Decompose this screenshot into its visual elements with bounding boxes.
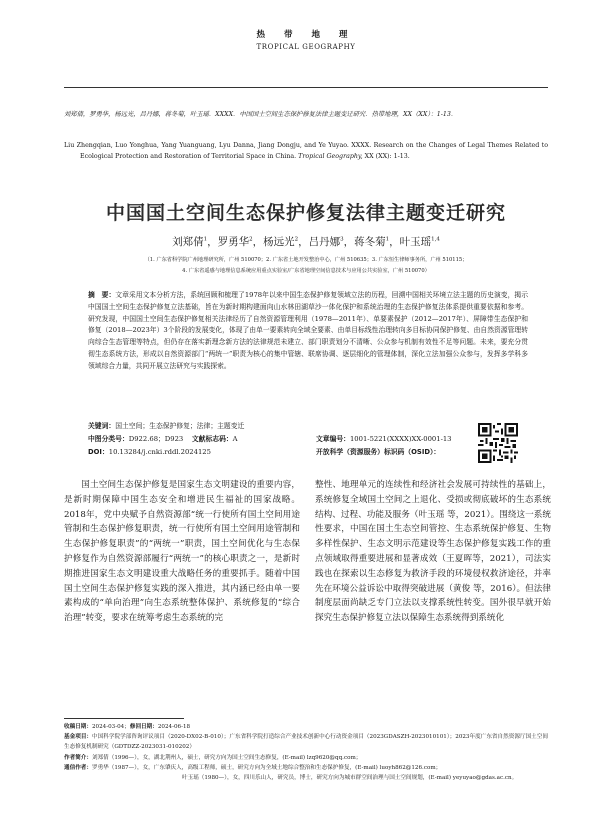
clc-row — [88, 433, 318, 445]
paper-title: 中国国土空间生态保护修复法律主题变迁研究 — [105, 202, 506, 224]
abstract-text: 文章采用文本分析方法，系统回顾和梳理了1978年以来中国生态保护修复领域立法的历程，回溯中国相关环境立法主题的历史演变，揭示中国国土空间生态保护修复立法基础，旨在为新时期构建面向山水林田湖草沙一体化保护和系统治理的生态保护修复法体系提供重要依据和参考。研究发现，中国国土空间生态保护修复相关法律经历了自然资源管理利用（1978—2011年）、单要素保护（2012—2017年）、屏障带生态保护和修复（2018—2023年）3个阶段的发展变化，体现了由单一要素转向全域全要素、由单目标线性治理转向多目标协同保护修复、由自然资源管理转向综合生态管理等特点，但仍存在落实新理念新方法的法律规范未建立、部门职责划分不清晰、公众参与机制有效性不足等问题。未来，要充分贯彻生态系统方法，形成以自然资源部门“两统一”职责为核心的集中管辖、联席协调、逐层细化的管理体制，深化立法加强公众参与，发挥多学科多领域综合力量，共同开展立法研究与实践探索。 — [88, 291, 529, 370]
author-name: 刘郑倩 — [172, 236, 204, 248]
article-number-value: 1001-5221(XXXX)XX-0001-13 — [349, 435, 452, 443]
fund-label: 基金项目： — [64, 734, 93, 741]
keywords-text: 国土空间；生态保护修复；法律；主题变迁 — [115, 422, 245, 430]
author-sup: 2 — [249, 236, 253, 243]
author-list: 刘郑倩$^1$，罗勇华$^2$，杨远光$^2$，吕丹娜$^3$，蒋冬菊$^1$，叶玉瑶$^{1,4}$ — [172, 236, 440, 248]
corresponding-author — [64, 763, 548, 773]
affiliation-line-1: （1. 广东省科学院广州地理研究所，广州 510070；2. 广东省土地开发整治中心，广州 510635；3. 广东恒生律师事务所，广州 510115； — [144, 257, 468, 263]
journal-name-en: TROPICAL GEOGRAPHY — [256, 43, 356, 51]
header-rule — [64, 87, 548, 88]
doi-row — [88, 446, 318, 458]
author-sup: 1,4 — [431, 236, 440, 243]
author-info — [64, 753, 548, 763]
doc-code-label: 文献标志码： — [191, 435, 233, 443]
author-sup: 1 — [385, 236, 390, 243]
doi-value: 10.13284/j.cnki.rddl.2024125 — [108, 448, 211, 456]
keywords — [88, 420, 468, 432]
citation-en — [64, 141, 548, 162]
author-name: 吕丹娜 — [308, 236, 341, 248]
corresponding-text-1: 罗勇华（1987—），女，广东肇庆人，高级工程师，硕士，研究方向为全域土地综合整治和生态保护修复，(E-mail) luoyh862@126.com； — [91, 764, 442, 771]
affiliation-line-2: 4. 广东省遥感与地理信息系统应用重点实验室/广东省地理空间信息技术与应用公共实验室，广州 510070） — [182, 268, 430, 274]
article-number-row — [316, 433, 476, 445]
clc-label: 中图分类号： — [88, 435, 129, 443]
corresponding-author-2: 叶玉瑶（1980—），女，四川乐山人，研究员，博士，研究方向为城市群空间治理与国土空间规划，(E-mail) yeyuyao@gdas.ac.cn。 — [182, 775, 518, 782]
author-name: 蒋冬菊 — [354, 236, 386, 248]
body-paragraph: 整性、地理单元的连续性和经济社会发展可持续性的基础上，系统修复全域国土空间之上退化、受损或彻底破坏的生态系统结构、过程、功能及服务（叶玉瑶 等，2021）。围绕这一系统性要求，中国在国土生态空间管控、生态系统保护修复、生物多样性保护、生态文明示范建设等生态保护修复实践工作的重点领域取得重要进展和显著成效（王夏晖等，2021），司法实践也在探索以生态修复为救济手段的环境侵权救济途径，并率先在环境公益诉讼中取得突破进展（黄俊 等，2016）。但法律制度层面尚缺乏专门立法以支撑系统性转变。国外很早就开始探究生态保护修复立法以保障生态系统得到系统化 — [315, 480, 551, 624]
body-column-left — [64, 478, 300, 626]
doc-code-value: A — [232, 435, 238, 443]
journal-name-cn: 热 带 地 理 — [256, 30, 356, 40]
author-name: 叶玉瑶 — [399, 236, 432, 248]
osid-qr-code-icon — [478, 423, 518, 463]
corresponding-label: 通信作者： — [64, 764, 92, 771]
keywords-label: 关键词： — [88, 422, 116, 430]
journal-header — [0, 28, 612, 51]
received-label: 收稿日期： — [64, 724, 92, 730]
abstract-label: 摘 要： — [88, 291, 116, 299]
clc-value: D922.68；D923 — [128, 435, 184, 443]
citation-en-text — [64, 141, 548, 162]
osid-label: 开放科学（资源服务）标识码（OSID）： — [316, 448, 441, 456]
doi-label: DOI： — [88, 448, 109, 456]
citation-cn-text: 刘郑倩，罗勇华，杨远光，吕丹娜，蒋冬菊，叶玉瑶．XXXX．中国国土空间生态保护修复法律主题变迁研究．热带地理，XX（XX）：1-13． — [64, 111, 458, 118]
citation-en-journal: Tropical Geography, — [298, 152, 363, 160]
author-name: 杨远光 — [263, 236, 295, 248]
revised-date: 2024-06-18 — [157, 724, 191, 730]
author-sup: 1 — [203, 236, 208, 243]
body-paragraph: 国土空间生态保护修复是国家生态文明建设的重要内容，是新时期保障中国生态安全和增进民生福祉的国家战略。2018年，党中央赋予自然资源部“统一行使所有国土空间用途管制和生态保护修复职责，统一行使所有国土空间用途管制和生态保护修复职责”的“两统一”职责，国土空间优化与生态保护修复作为自然资源部履行“两统一”的核心职责之一，是新时期推进国家生态文明建设重大战略任务的重要抓手。随着中国国土空间生态保护修复实践的深入推进，其内涵已经由单一要素构成的“单向治理”向生态系统整体保护、系统修复的“综合治理”转变，要求在统筹考虑生态系统的完 — [64, 480, 300, 624]
citation-en-suffix: XX (XX): 1-13. — [364, 152, 410, 160]
author-sup: 2 — [294, 236, 299, 243]
body-column-right — [315, 478, 551, 626]
author-info-label: 作者简介： — [64, 754, 92, 761]
received-dates — [64, 722, 548, 732]
footnote-rule — [64, 718, 184, 719]
footnotes — [64, 722, 548, 783]
osid-row — [316, 446, 476, 458]
author-sup: 3 — [340, 236, 344, 243]
fund-info — [64, 732, 548, 752]
citation-cn — [64, 110, 548, 121]
abstract — [88, 290, 528, 373]
received-date: 2024-03-04； — [91, 724, 130, 730]
revised-label: 修回日期： — [129, 724, 158, 730]
author-name: 罗勇华 — [217, 236, 250, 248]
citation-en-prefix: Liu Zhengqian, Luo Yonghua, Yang Yuanguang, Lyu Danna, Jiang Dongju, and Ye Yuyao. XXXX. Research on the Changes of Legal Themes Related to Ecological Protection and Restoration of Territorial Space in China. — [64, 142, 548, 160]
article-number-label: 文章编号： — [316, 435, 350, 443]
fund-text: 中国科学院学部咨询评议项目（2020-DX02-B-010）；广东省科学院打造综合产业技术创新中心行动资金项目（2023GDASZH-2023010101）；2023年度广东省自然资源厅国土空间生态修复机制研究（GDTDZZ-2023031-010202） — [64, 734, 548, 751]
author-info-text: 刘郑倩（1996—），女，湖北荆州人，硕士，研究方向为国土空间生态修复，(E-mail) lzq9620@qq.com； — [91, 754, 362, 761]
